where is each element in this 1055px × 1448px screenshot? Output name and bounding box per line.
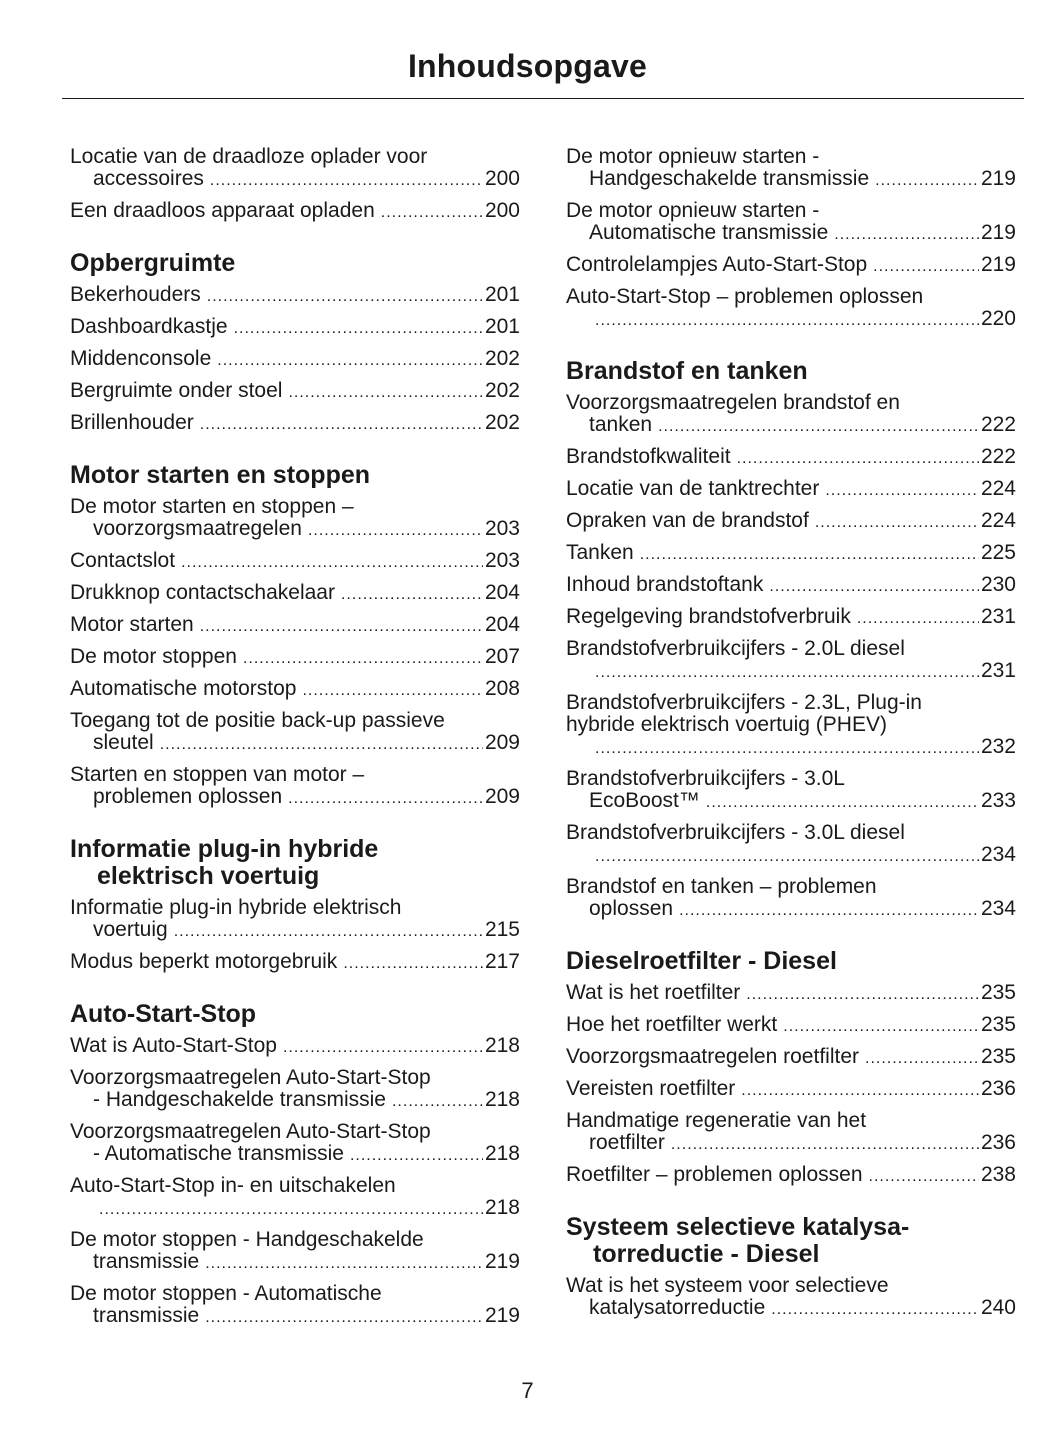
dot-leader <box>875 170 979 192</box>
toc-entry-title: roetfilter <box>589 1131 665 1154</box>
toc-entry-title-line: Auto-Start-Stop – problemen oplossen <box>566 285 924 308</box>
toc-entry-title: Een draadloos apparaat opladen <box>70 199 375 222</box>
toc-entry <box>70 550 520 574</box>
toc-entry-page: 202 <box>484 411 520 434</box>
toc-entry-leader-line <box>566 222 1016 246</box>
dot-leader <box>200 414 483 436</box>
toc-entry <box>70 1035 520 1059</box>
toc-entry <box>566 200 1016 246</box>
dot-leader <box>205 1307 483 1329</box>
toc-entry-leader-line <box>566 844 1016 868</box>
toc-entry-title-line: Brandstofverbruikcijfers - 2.0L diesel <box>566 637 905 660</box>
toc-entry-page: 236 <box>980 1077 1016 1100</box>
toc-entry-title: - Automatische transmissie <box>93 1142 344 1165</box>
toc-entry <box>566 542 1016 566</box>
toc-entry-page: 209 <box>484 731 520 754</box>
toc-entry-title: Regelgeving brandstofverbruik <box>566 605 851 628</box>
toc-entry-title: - Handgeschakelde transmissie <box>93 1088 386 1111</box>
toc-entry-title: transmissie <box>93 1250 200 1273</box>
toc-entry-leader-line <box>566 478 1016 502</box>
toc-entry-page: 217 <box>484 950 520 973</box>
toc-entry-title: Contactslot <box>70 549 176 572</box>
toc-entry-title-line: Handmatige regeneratie van het <box>566 1109 867 1132</box>
toc-entry-leader-line <box>566 542 1016 566</box>
toc-entry-title: sleutel <box>93 731 154 754</box>
toc-entry <box>70 316 520 340</box>
toc-entry-page: 218 <box>484 1088 520 1111</box>
toc-entry <box>566 392 1016 438</box>
toc-entry <box>566 1078 1016 1102</box>
toc-entry-page: 224 <box>980 477 1016 500</box>
toc-entry <box>566 1275 1016 1321</box>
toc-entry-leader-line <box>566 982 1016 1006</box>
toc-entry <box>70 412 520 436</box>
toc-entry <box>70 764 520 810</box>
toc-entry-title-line: Voorzorgsmaatregelen Auto-Start-Stop <box>70 1066 431 1089</box>
toc-entry <box>566 1046 1016 1070</box>
toc-entry <box>566 254 1016 278</box>
toc-entry <box>70 614 520 638</box>
toc-entry-leader-line <box>70 1143 520 1167</box>
dot-leader <box>783 1016 979 1038</box>
toc-entry <box>566 606 1016 630</box>
toc-entry-title-line: Auto-Start-Stop in- en uitschakelen <box>70 1174 396 1197</box>
heading-line: torreductie - Diesel <box>593 1240 820 1268</box>
toc-column-left <box>70 146 520 1337</box>
toc-entry-title-line: Starten en stoppen van motor – <box>70 763 365 786</box>
toc-entry-title: EcoBoost™ <box>589 789 700 812</box>
toc-entry-leader-line <box>566 446 1016 470</box>
toc-entry-title-line: Toegang tot de positie back-up passieve <box>70 709 445 732</box>
page-title: Inhoudsopgave <box>407 48 648 84</box>
toc-entry-page: 215 <box>484 918 520 941</box>
toc-entry-page: 203 <box>484 549 520 572</box>
dot-leader <box>174 921 483 943</box>
toc-entry-title: katalysatorreductie <box>589 1296 766 1319</box>
toc-entry-leader-line <box>70 1251 520 1275</box>
toc-entry-leader-line <box>566 898 1016 922</box>
toc-entry-page: 202 <box>484 379 520 402</box>
toc-entry <box>566 876 1016 922</box>
toc-entry <box>70 348 520 372</box>
toc-entry-title-line: Locatie van de draadloze oplader voor <box>70 145 428 168</box>
toc-entry-page: 201 <box>484 283 520 306</box>
heading-line: Informatie plug-in hybride <box>70 835 379 863</box>
toc-entry-title: oplossen <box>589 897 674 920</box>
toc-entry <box>70 380 520 404</box>
toc-entry-page: 235 <box>980 1013 1016 1036</box>
toc-entry-title: Dashboardkastje <box>70 315 228 338</box>
toc-entry-leader-line <box>566 1297 1016 1321</box>
dot-leader <box>640 544 979 566</box>
section-heading-dieselroetfilter: Dieselroetfilter - Diesel <box>566 947 837 975</box>
toc-entry <box>566 478 1016 502</box>
toc-entry-page: 218 <box>484 1142 520 1165</box>
toc-entry <box>566 768 1016 814</box>
toc-entry-title-line: Brandstofverbruikcijfers - 3.0L <box>566 767 845 790</box>
toc-entry <box>70 646 520 670</box>
dot-leader <box>771 1299 979 1321</box>
toc-entry <box>566 982 1016 1006</box>
dot-leader <box>217 350 483 372</box>
toc-entry-title: Bekerhouders <box>70 283 201 306</box>
toc-entry-leader-line <box>566 308 1016 332</box>
toc-entry-leader-line <box>70 1089 520 1113</box>
toc-entry-title-line: Brandstofverbruikcijfers - 2.3L, Plug-in <box>566 691 922 714</box>
toc-entry-title: Voorzorgsmaatregelen roetfilter <box>566 1045 859 1068</box>
dot-leader <box>341 584 483 606</box>
toc-entry <box>70 284 520 308</box>
toc-entry-title: Drukknop contactschakelaar <box>70 581 335 604</box>
toc-entry-leader-line <box>566 1164 1016 1188</box>
toc-entry-leader-line <box>70 582 520 606</box>
toc-entry <box>566 822 1016 868</box>
toc-entry-page: 230 <box>980 573 1016 596</box>
toc-entry-leader-line <box>70 1197 520 1221</box>
toc-entry-page: 219 <box>980 253 1016 276</box>
toc-entry-title-line: Wat is het systeem voor selectieve <box>566 1274 889 1297</box>
page-number: 7 <box>521 1378 534 1403</box>
dot-leader <box>857 608 979 630</box>
toc-entry <box>70 582 520 606</box>
toc-entry <box>70 1175 520 1221</box>
dot-leader <box>381 202 483 224</box>
dot-leader <box>288 382 483 404</box>
toc-group <box>566 146 1016 332</box>
toc-entry <box>70 146 520 192</box>
toc-entry-title-line: De motor opnieuw starten - <box>566 199 820 222</box>
dot-leader <box>595 310 979 332</box>
toc-entry-page: 234 <box>980 843 1016 866</box>
toc-entry-title: Roetfilter – problemen oplossen <box>566 1163 863 1186</box>
toc-entry-title: Motor starten <box>70 613 194 636</box>
toc-entry-page: 202 <box>484 347 520 370</box>
dot-leader <box>834 224 979 246</box>
toc-entry-leader-line <box>70 380 520 404</box>
toc-entry-title: Vereisten roetfilter <box>566 1077 736 1100</box>
dot-leader <box>302 680 483 702</box>
toc-entry-leader-line <box>70 951 520 975</box>
heading-line: Systeem selectieve katalysa- <box>566 1213 910 1241</box>
toc-entry-page: 231 <box>980 605 1016 628</box>
toc-entry-leader-line <box>70 518 520 542</box>
toc-entry-leader-line <box>70 412 520 436</box>
toc-entry-page: 200 <box>484 167 520 190</box>
toc-entry-page: 200 <box>484 199 520 222</box>
toc-entry-page: 222 <box>980 445 1016 468</box>
section-heading-motor-starten: Motor starten en stoppen <box>70 461 371 489</box>
toc-entry-title: Automatische transmissie <box>589 221 829 244</box>
toc-entry-leader-line <box>566 606 1016 630</box>
toc-entry-leader-line <box>70 678 520 702</box>
toc-entry <box>566 510 1016 534</box>
dot-leader <box>865 1048 979 1070</box>
toc-entry-title-line: De motor starten en stoppen – <box>70 495 354 518</box>
title-divider <box>62 98 1024 99</box>
toc-entry-leader-line <box>566 1014 1016 1038</box>
toc-entry-title: Modus beperkt motorgebruik <box>70 950 338 973</box>
toc-entry-leader-line <box>70 732 520 756</box>
toc-entry-leader-line <box>70 786 520 810</box>
toc-entry-title: Controlelampjes Auto-Start-Stop <box>566 253 868 276</box>
section-heading-scr <box>566 1214 1016 1268</box>
toc-entry-title: Bergruimte onder stoel <box>70 379 283 402</box>
toc-entry-page: 234 <box>980 897 1016 920</box>
section-heading-phev <box>70 836 520 890</box>
toc-entry-title: Tanken <box>566 541 634 564</box>
toc-entry <box>70 1283 520 1329</box>
toc-entry-title: tanken <box>589 413 653 436</box>
toc-column-right <box>566 146 1016 1329</box>
toc-entry <box>70 1229 520 1275</box>
toc-entry-title-line: Informatie plug-in hybride elektrisch <box>70 896 402 919</box>
toc-entry <box>70 710 520 756</box>
toc-entry <box>566 574 1016 598</box>
toc-entry-page: 201 <box>484 315 520 338</box>
toc-entry-leader-line <box>566 1132 1016 1156</box>
toc-entry-page: 224 <box>980 509 1016 532</box>
dot-leader <box>181 552 483 574</box>
toc-entry-page: 204 <box>484 613 520 636</box>
toc-entry-title: voorzorgsmaatregelen <box>93 517 302 540</box>
toc-entry-title-line: De motor opnieuw starten - <box>566 145 820 168</box>
toc-entry <box>566 692 1016 760</box>
dot-leader <box>679 900 979 922</box>
section-heading-opbergruimte: Opbergruimte <box>70 249 236 277</box>
dot-leader <box>392 1091 483 1113</box>
toc-entry-title: Wat is Auto-Start-Stop <box>70 1034 277 1057</box>
toc-entry <box>70 1067 520 1113</box>
dot-leader <box>873 256 979 278</box>
dot-leader <box>350 1145 483 1167</box>
toc-entry-page: 209 <box>484 785 520 808</box>
toc-entry-title-line: Voorzorgsmaatregelen Auto-Start-Stop <box>70 1120 431 1143</box>
toc-entry-title-line: De motor stoppen - Handgeschakelde <box>70 1228 424 1251</box>
toc-entry-page: 235 <box>980 1045 1016 1068</box>
toc-entry-leader-line <box>70 919 520 943</box>
dot-leader <box>595 846 979 868</box>
toc-entry-page: 222 <box>980 413 1016 436</box>
dot-leader <box>343 953 483 975</box>
toc-entry-leader-line <box>70 550 520 574</box>
toc-entry-page: 225 <box>980 541 1016 564</box>
toc-entry-leader-line <box>70 200 520 224</box>
dot-leader <box>234 318 483 340</box>
toc-group <box>566 392 1016 922</box>
toc-entry <box>70 951 520 975</box>
dot-leader <box>160 734 483 756</box>
toc-entry-title: Brillenhouder <box>70 411 194 434</box>
toc-entry-title: Wat is het roetfilter <box>566 981 741 1004</box>
toc-entry-page: 203 <box>484 517 520 540</box>
heading-line: elektrisch voertuig <box>97 862 320 890</box>
section-heading-brandstof: Brandstof en tanken <box>566 357 808 385</box>
dot-leader <box>288 788 483 810</box>
toc-entry-title-line: hybride elektrisch voertuig (PHEV) <box>566 713 887 736</box>
toc-entry <box>566 446 1016 470</box>
dot-leader <box>210 170 483 192</box>
toc-entry-title: Brandstofkwaliteit <box>566 445 731 468</box>
toc-entry <box>566 638 1016 684</box>
toc-entry-page: 236 <box>980 1131 1016 1154</box>
toc-entry <box>566 1164 1016 1188</box>
toc-entry-title-line: Brandstofverbruikcijfers - 3.0L diesel <box>566 821 905 844</box>
toc-entry-title: Automatische motorstop <box>70 677 297 700</box>
toc-entry <box>70 678 520 702</box>
toc-entry <box>70 897 520 943</box>
toc-entry-title: De motor stoppen <box>70 645 237 668</box>
toc-entry-leader-line <box>70 1035 520 1059</box>
dot-leader <box>825 480 979 502</box>
toc-entry <box>566 1110 1016 1156</box>
dot-leader <box>595 738 979 760</box>
toc-entry-title: Handgeschakelde transmissie <box>589 167 870 190</box>
toc-entry-leader-line <box>566 414 1016 438</box>
toc-entry-page: 219 <box>484 1304 520 1327</box>
toc-entry-page: 219 <box>980 221 1016 244</box>
toc-entry-title: voertuig <box>93 918 168 941</box>
toc-entry-title: Inhoud brandstoftank <box>566 573 764 596</box>
toc-entry <box>566 1014 1016 1038</box>
toc-entry-title: problemen oplossen <box>93 785 283 808</box>
toc-entry-leader-line <box>566 168 1016 192</box>
toc-entry-page: 219 <box>484 1250 520 1273</box>
toc-entry-leader-line <box>70 348 520 372</box>
dot-leader <box>746 984 979 1006</box>
toc-entry-leader-line <box>70 168 520 192</box>
toc-entry-leader-line <box>70 614 520 638</box>
toc-group <box>70 1035 520 1329</box>
dot-leader <box>200 616 483 638</box>
toc-entry <box>70 1121 520 1167</box>
toc-entry-page: 207 <box>484 645 520 668</box>
toc-entry-page: 231 <box>980 659 1016 682</box>
toc-entry-page: 204 <box>484 581 520 604</box>
toc-entry-page: 208 <box>484 677 520 700</box>
toc-group <box>70 284 520 436</box>
dot-leader <box>99 1199 483 1221</box>
toc-entry-title: Locatie van de tanktrechter <box>566 477 820 500</box>
toc-entry-leader-line <box>566 736 1016 760</box>
dot-leader <box>243 648 483 670</box>
dot-leader <box>815 512 979 534</box>
toc-entry-title: Hoe het roetfilter werkt <box>566 1013 778 1036</box>
toc-entry-leader-line <box>566 790 1016 814</box>
toc-entry <box>566 146 1016 192</box>
toc-entry-title: Opraken van de brandstof <box>566 509 809 532</box>
toc-entry-leader-line <box>70 284 520 308</box>
toc-entry-leader-line <box>566 510 1016 534</box>
toc-entry <box>70 200 520 224</box>
toc-entry-page: 238 <box>980 1163 1016 1186</box>
toc-entry-leader-line <box>70 316 520 340</box>
toc-entry-page: 218 <box>484 1034 520 1057</box>
dot-leader <box>207 286 483 308</box>
dot-leader <box>741 1080 979 1102</box>
toc-entry-leader-line <box>566 254 1016 278</box>
toc-entry-leader-line <box>566 660 1016 684</box>
toc-entry-title-line: Voorzorgsmaatregelen brandstof en <box>566 391 900 414</box>
toc-entry-page: 218 <box>484 1196 520 1219</box>
toc-entry-leader-line <box>70 646 520 670</box>
toc-entry-page: 233 <box>980 789 1016 812</box>
toc-entry-title: accessoires <box>93 167 204 190</box>
toc-group <box>566 982 1016 1188</box>
toc-entry <box>566 286 1016 332</box>
toc-group <box>566 1275 1016 1321</box>
toc-entry-page: 240 <box>980 1296 1016 1319</box>
dot-leader <box>308 520 483 542</box>
toc-entry-title-line: Brandstof en tanken – problemen <box>566 875 877 898</box>
toc-entry-title-line: De motor stoppen - Automatische <box>70 1282 382 1305</box>
toc-entry-page: 232 <box>980 735 1016 758</box>
toc-entry-leader-line <box>566 574 1016 598</box>
section-heading-auto-start-stop: Auto-Start-Stop <box>70 1000 257 1028</box>
dot-leader <box>706 792 979 814</box>
dot-leader <box>205 1253 483 1275</box>
toc-group <box>70 496 520 810</box>
toc-entry-title: Middenconsole <box>70 347 212 370</box>
dot-leader <box>658 416 979 438</box>
toc-entry-leader-line <box>70 1305 520 1329</box>
toc-entry-leader-line <box>566 1046 1016 1070</box>
dot-leader <box>283 1037 483 1059</box>
toc-group <box>70 897 520 975</box>
toc-entry <box>70 496 520 542</box>
dot-leader <box>869 1166 979 1188</box>
toc-entry-page: 235 <box>980 981 1016 1004</box>
toc-entry-page: 219 <box>980 167 1016 190</box>
toc-entry-page: 220 <box>980 307 1016 330</box>
toc-entry-leader-line <box>566 1078 1016 1102</box>
dot-leader <box>671 1134 979 1156</box>
toc-entry-title: transmissie <box>93 1304 200 1327</box>
dot-leader <box>769 576 979 598</box>
toc-group <box>70 146 520 224</box>
dot-leader <box>737 448 979 470</box>
dot-leader <box>595 662 979 684</box>
